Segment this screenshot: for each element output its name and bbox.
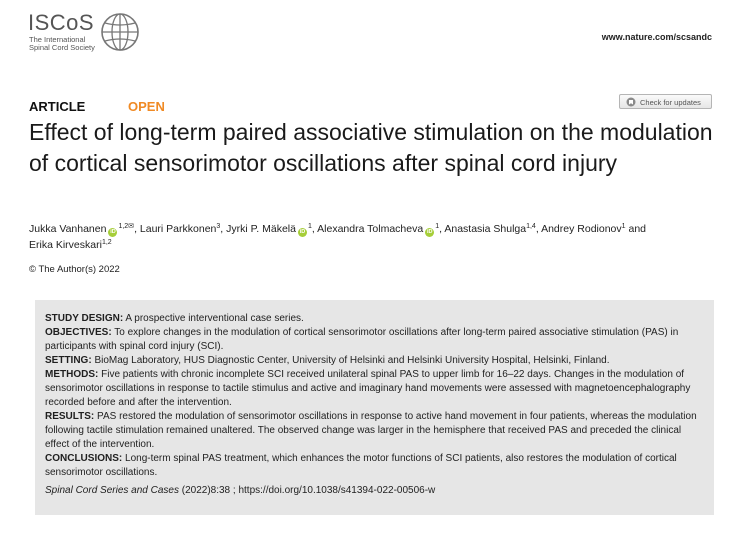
author-name[interactable]: Lauri Parkkonen [139,223,217,235]
author-affiliation: 1 [307,223,312,230]
citation-line [45,484,698,498]
logo-wordmark: ISCoS [28,10,95,35]
journal-url[interactable]: www.nature.com/scsandc [601,32,712,42]
globe-icon [100,12,140,52]
author-name[interactable]: Andrey Rodionov [541,223,622,235]
check-for-updates-button[interactable] [619,94,712,109]
abstract-results: RESULTS: PAS restored the modulation of sensorimotor oscillations in response to active hand movement in four patients, whereas the modulation following tactile stimulation remained unaltered. The observed change was larger in the hemisphere that received PAS and preceded the clinical effect of the intervention. [45,411,697,450]
iscos-logo [28,10,140,60]
author-affiliation: 1,2 [101,239,112,246]
author-list: Jukka Vanhanen $iD^{1,2✉}$, Lauri Parkkonen$^3$, Jyrki P. Mäkelä $iD^1$, Alexandra Tolmacheva $iD^1$, Anastasia Shulga$^{1,4}$, Andrey Rodionov$^1$ and Erika Kirveskari$^{1,2}$ [29,223,646,251]
abstract-objectives: OBJECTIVES: To explore changes in the modulation of cortical sensorimotor oscillations after long-term paired associative stimulation (PAS) in participants with spinal cord injury (SCI). [45,327,679,352]
article-title: Effect of long-term paired associative stimulation on the modulation of cortical sensorimotor oscillations after spinal cord injury [29,119,713,176]
journal-name: Spinal Cord Series and Cases [45,485,179,496]
abstract-study-design: STUDY DESIGN: A prospective interventional case series. [45,313,304,324]
author-name[interactable]: Jukka Vanhanen [29,223,107,235]
orcid-icon[interactable]: iD [426,229,433,235]
author-affiliation: 1 [621,223,626,230]
doi-link[interactable]: (2022)8:38 ; https://doi.org/10.1038/s41394-022-00506-w [178,485,436,496]
copyright-notice: © The Author(s) 2022 [29,264,120,275]
author-affiliation: 1,2✉ [118,223,135,230]
author-affiliation: 1 [435,223,440,230]
open-access-label: OPEN [128,99,165,114]
bookmark-refresh-icon [625,97,637,107]
logo-subtitle: The International Spinal Cord Society [29,35,95,52]
author-name[interactable]: Anastasia Shulga [444,223,527,235]
orcid-icon[interactable]: iD [110,229,116,235]
author-name[interactable]: Erika Kirveskari [29,239,102,251]
article-type-label: ARTICLE [29,99,86,114]
author-name[interactable]: Alexandra Tolmacheva [317,223,424,235]
abstract-conclusions: CONCLUSIONS: Long-term spinal PAS treatment, which enhances the motor functions of SCI patients, also restores the modulation of cortical sensorimotor oscillations. [45,453,677,478]
check-for-updates-label: Check for updates [640,98,701,107]
author-affiliation: 3 [216,223,221,230]
author-affiliation: 1,4 [526,223,536,230]
abstract-box [35,300,714,515]
author-name[interactable]: Jyrki P. Mäkelä [226,223,296,235]
abstract-setting: SETTING: BioMag Laboratory, HUS Diagnostic Center, University of Helsinki and Helsinki University Hospital, Helsinki, Finland. [45,355,610,366]
abstract-methods: METHODS: Five patients with chronic incomplete SCI received unilateral spinal PAS to upper limb for 16–22 days. Changes in the modulation of sensorimotor oscillations in response to tactile stimulus and active and imaginary hand movements were assessed with magnetoencephalography recorded before and after the intervention. [45,369,691,408]
orcid-icon[interactable]: iD [299,229,306,235]
